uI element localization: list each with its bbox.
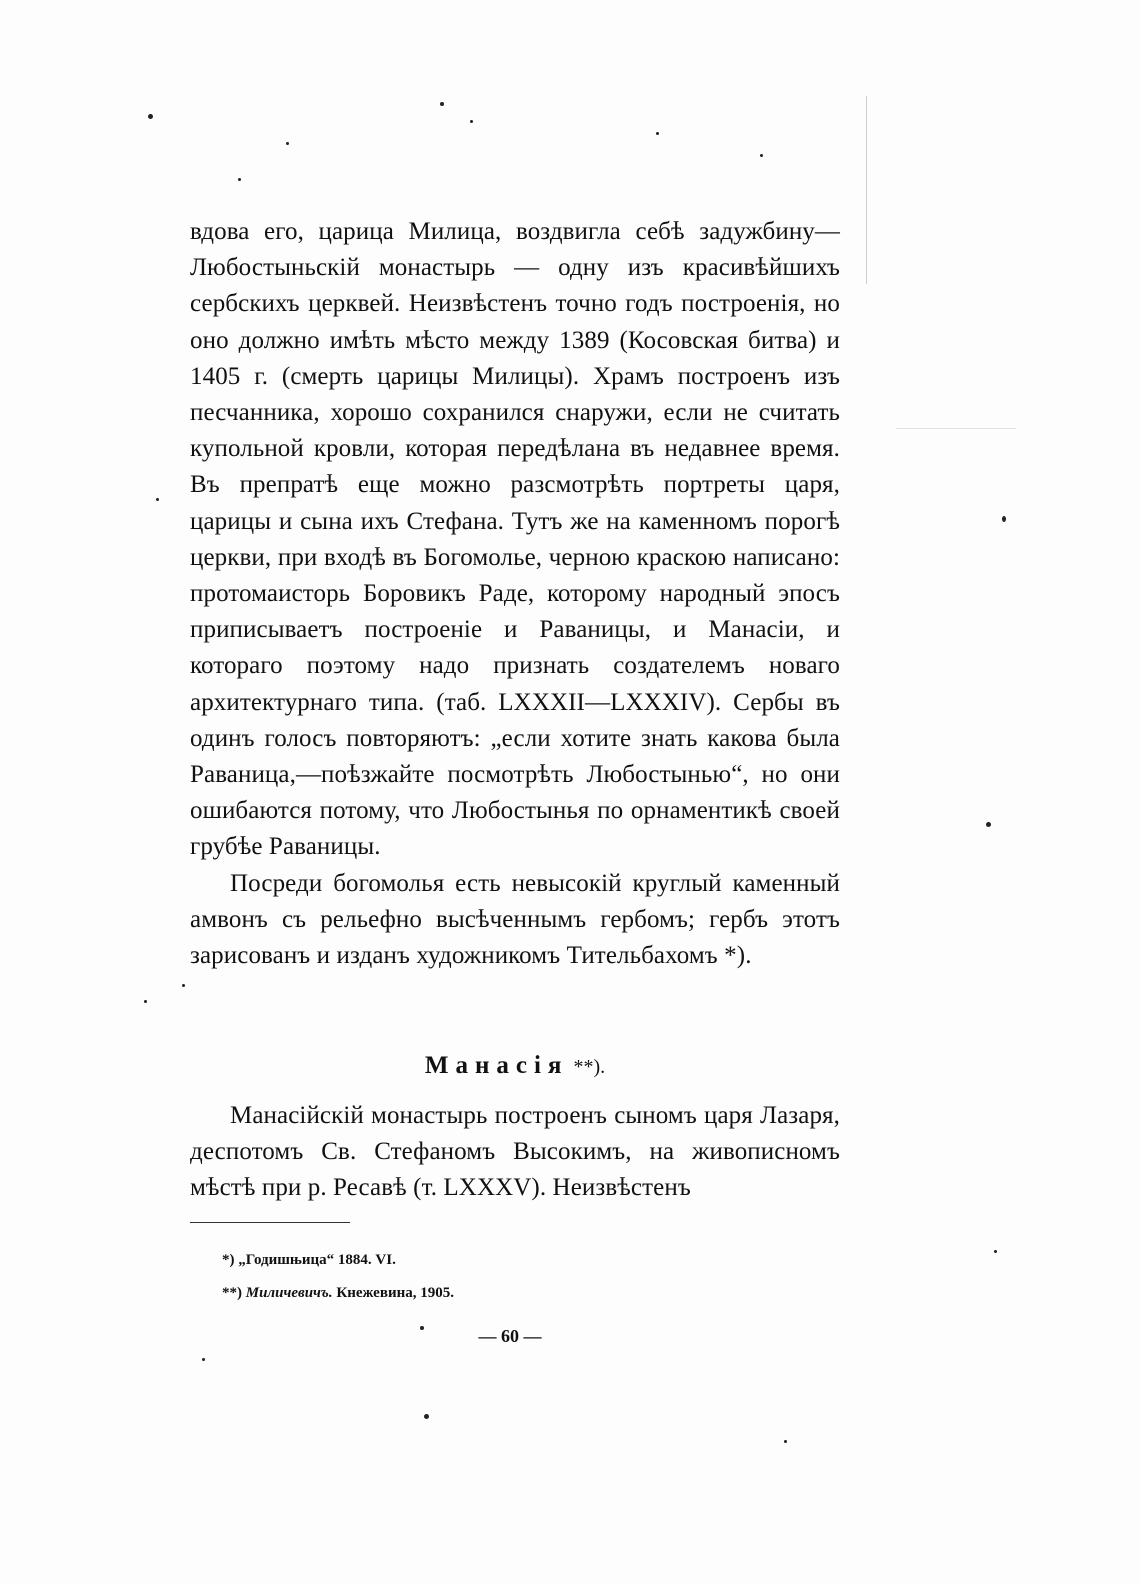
paragraph-3: [190, 1098, 840, 1207]
footnote-author: Миличевичъ.: [245, 1285, 333, 1301]
second-text-block: [190, 1098, 840, 1207]
paragraph-2: [190, 866, 840, 975]
paragraph-1: [190, 214, 840, 866]
page-number: — 60 —: [478, 1326, 542, 1346]
footnote-marker: *): [222, 1252, 235, 1268]
scan-speck: [440, 102, 444, 106]
scan-speck: [144, 1000, 147, 1003]
scan-speck: [784, 1440, 787, 1443]
scan-speck: [656, 132, 659, 135]
scan-speck: [420, 1326, 424, 1330]
footnote-1: [222, 1244, 822, 1277]
scan-speck: [238, 178, 241, 181]
scan-speck: [424, 1414, 429, 1419]
section-heading-footnote-mark: **).: [568, 1056, 606, 1078]
scan-edge-line-horizontal: [896, 428, 1016, 429]
scan-speck: [202, 1358, 205, 1361]
section-heading-text: Манасія: [424, 1052, 569, 1079]
scan-speck: [986, 822, 991, 827]
scan-speck: [760, 154, 763, 157]
section-heading: [190, 1048, 840, 1085]
footnote-text: Кнежевина, 1905.: [332, 1285, 454, 1301]
footnote-divider: [190, 1222, 350, 1223]
scan-speck: [1002, 516, 1006, 522]
paragraph-2-text: Посреди богомолья есть невысокій круглый каменный амвонъ съ рельефно высѣченнымъ гербомъ; гербъ этотъ зарисованъ и изданъ художникомъ Тительбахомъ *).: [190, 869, 840, 970]
scan-speck: [156, 498, 159, 501]
scan-speck: [286, 142, 289, 145]
scan-speck: [994, 1250, 997, 1253]
scan-speck: [470, 120, 473, 123]
scan-speck: [182, 984, 185, 987]
footnote-marker: **): [222, 1285, 242, 1301]
scan-edge-line: [866, 96, 867, 284]
main-text-block: [190, 214, 840, 974]
paragraph-3-text: Манасійскій монастырь построенъ сыномъ царя Лазаря, деспотомъ Св. Стефаномъ Высокимъ, на живописномъ мѣстѣ при р. Ресавѣ (т. LXXXV). Неизвѣстенъ: [190, 1102, 840, 1202]
scan-speck: [148, 114, 153, 119]
footnote-2: [222, 1277, 822, 1310]
paragraph-1-text: вдова его, царица Милица, воздвигла себѣ задужбину— Любостыньскій монастырь — одну изъ красивѣйшихъ сербскихъ церквей. Неизвѣстенъ точно годъ построенія, но оно должно имѣть мѣсто между 1389 (Косовская битва) и 1405 г. (смерть царицы Милицы). Храмъ построенъ изъ песчанника, хорошо сохранился снаружи, если не считать купольной кровли, которая передѣлана въ недавнее время. Въ препратѣ еще можно разсмотрѣть портреты царя, царицы и сына ихъ Стефана. Тутъ же на каменномъ порогѣ церкви, при входѣ въ Богомолье, черною краскою написано: протомаисторь Боровикъ Раде, которому народный эпосъ приписываетъ построеніе и Раваницы, и Манасіи, и котораго поэтому надо признать создателемъ новаго архитектурнаго типа. (таб. LXXXII—LXXXIV). Сербы въ одинъ голосъ повторяютъ: „если хотите знать какова была Раваница,—поѣзжайте посмотрѣть Любостынью“, но они ошибаются потому, что Любостынья по орнаментикѣ своей грубѣе Раваницы.: [190, 218, 840, 861]
footnotes: [222, 1244, 822, 1310]
footnote-text: „Годишњица“ 1884. VI.: [238, 1252, 396, 1268]
